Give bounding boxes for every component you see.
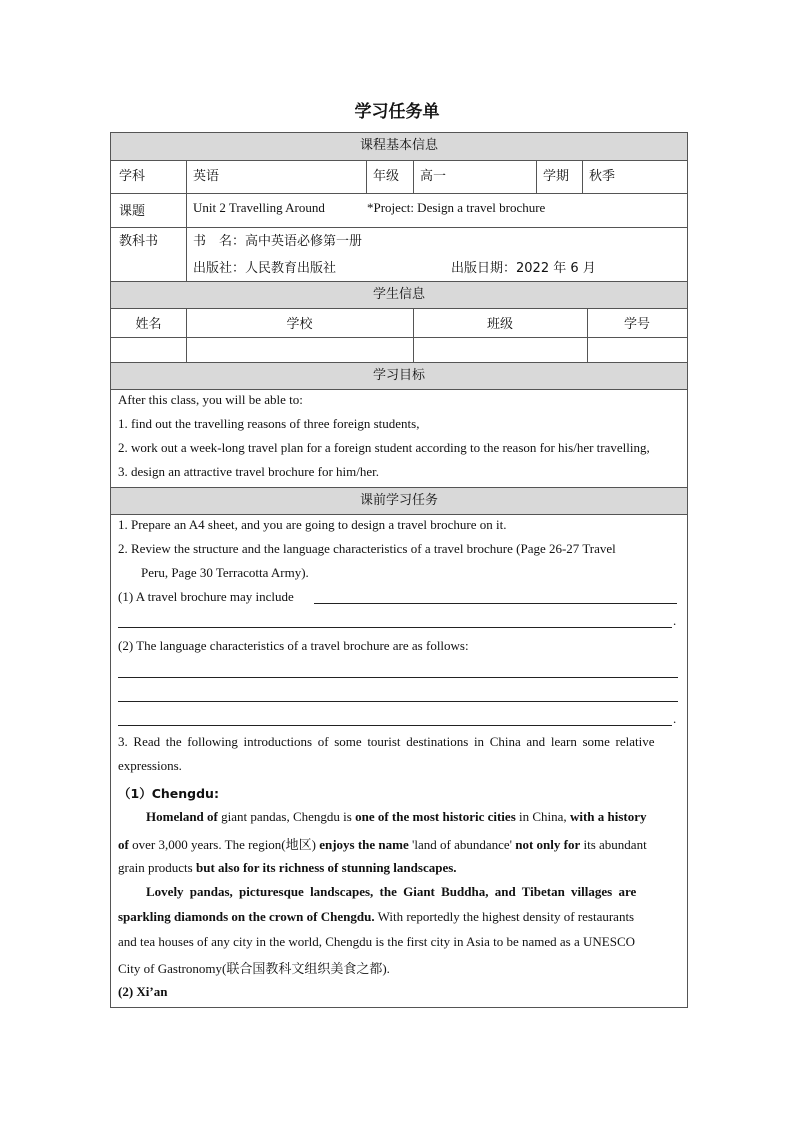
publisher: 出版社：人民教育出版社 [193, 261, 337, 276]
course-info-header: 课程基本信息 [111, 133, 687, 161]
chengdu-p2-line-3: and tea houses of any city in the world, Chengdu is the first city in Asia to be named as a UNESCO [118, 934, 636, 949]
chengdu-p2-line-2: sparkling diamonds on the crown of Chengdu. With reportedly the highest density of restaurants [118, 909, 635, 924]
chengdu-p1-line-1: Homeland of giant pandas, Chengdu is one of the most historic cities in China, with a history [146, 809, 647, 824]
book-name: 书 名：高中英语必修第一册 [193, 234, 363, 249]
grade-label: 年级 [373, 169, 400, 184]
subject-value: 英语 [193, 169, 220, 184]
term-label: 学期 [543, 169, 570, 184]
subject-label: 学科 [119, 169, 146, 184]
answer-line-3[interactable] [118, 677, 678, 678]
task-sheet-table [110, 132, 688, 1008]
task-2-line-1: 2. Review the structure and the language characteristics of a travel brochure (Page 26-27 Travel [118, 541, 616, 556]
task-1: 1. Prepare an A4 sheet, and you are going to design a travel brochure on it. [118, 517, 507, 532]
question-2: (2) The language characteristics of a travel brochure are as follows: [118, 638, 469, 653]
chengdu-p2-line-4: City of Gastronomy(联合国教科文组织美食之都). [118, 961, 390, 976]
school-label: 学校 [286, 317, 313, 332]
line-end-period: . [673, 711, 677, 726]
task-2-line-2: Peru, Page 30 Terracotta Army). [141, 565, 309, 580]
class-label: 班级 [486, 317, 513, 332]
objective-1: 1. find out the travelling reasons of three foreign students, [118, 416, 420, 431]
objectives-header: 学习目标 [111, 362, 687, 390]
chengdu-p1-line-2: of over 3,000 years. The region(地区) enjoys the name 'land of abundance' not only for its abundant [118, 837, 647, 852]
chengdu-p2-line-1: Lovely pandas, picturesque landscapes, the Giant Buddha, and Tibetan villages are [146, 884, 637, 899]
name-label: 姓名 [135, 317, 162, 332]
answer-line-1[interactable] [314, 603, 677, 604]
line-end-period: . [673, 613, 677, 628]
xian-heading: (2) Xi’an [118, 984, 168, 999]
grade-value: 高一 [420, 169, 447, 184]
task-3-line-1: 3. Read the following introductions of some tourist destinations in China and learn some relative [118, 734, 655, 749]
question-1: (1) A travel brochure may include [118, 589, 294, 604]
answer-line-5[interactable] [118, 725, 672, 726]
pre-class-header: 课前学习任务 [111, 487, 687, 515]
publish-date: 出版日期：2022 年 6 月 [451, 261, 596, 276]
objective-2: 2. work out a week-long travel plan for a foreign student according to the reason for his/her travelling, [118, 440, 650, 455]
chengdu-heading: （1）Chengdu: [118, 786, 219, 801]
answer-line-2[interactable] [118, 627, 672, 628]
objectives-intro: After this class, you will be able to: [118, 392, 303, 407]
textbook-label: 教科书 [119, 234, 159, 249]
answer-line-4[interactable] [118, 701, 678, 702]
task-3-line-2: expressions. [118, 758, 182, 773]
page-title: 学习任务单 [354, 102, 440, 122]
chengdu-p1-line-3: grain products but also for its richness of stunning landscapes. [118, 860, 457, 875]
id-label: 学号 [623, 317, 650, 332]
topic-unit: Unit 2 Travelling Around [193, 200, 325, 215]
term-value: 秋季 [589, 169, 616, 184]
topic-project: *Project: Design a travel brochure [367, 200, 546, 215]
student-info-header: 学生信息 [111, 281, 687, 309]
topic-label: 课题 [119, 204, 146, 219]
objective-3: 3. design an attractive travel brochure for him/her. [118, 464, 379, 479]
